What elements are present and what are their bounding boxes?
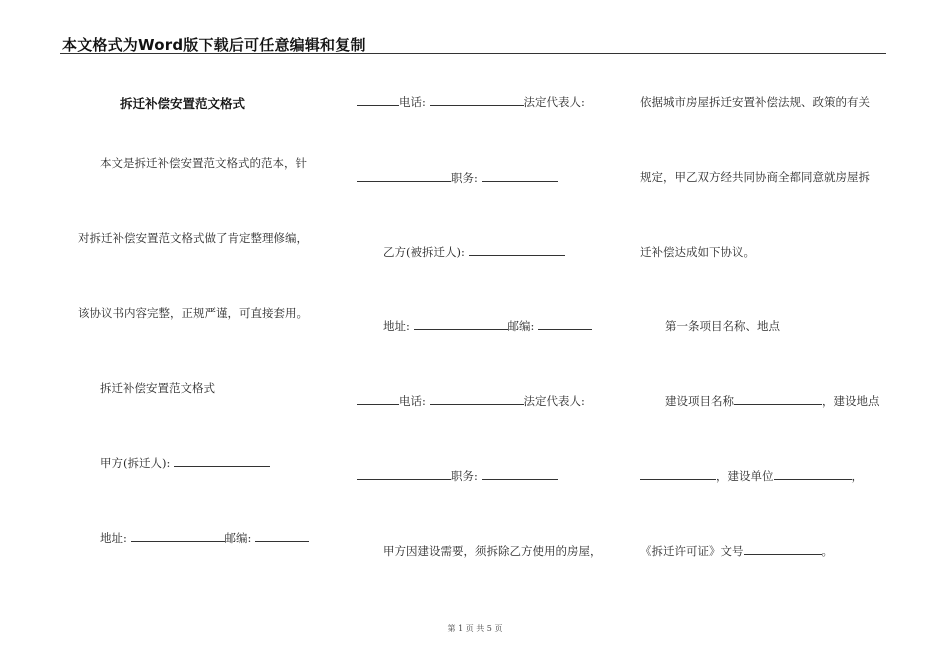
page-footer: 第 1 页 共 5 页: [447, 624, 503, 633]
document-title: 拆迁补偿安置范文格式: [120, 96, 246, 111]
document-header-title: 本文格式为Word版下载后可任意编辑和复制: [62, 36, 366, 54]
agreement-line-3: 迁补偿达成如下协议。: [640, 245, 755, 259]
permit-blank[interactable]: [744, 544, 822, 555]
party-b-job-line: [357, 468, 558, 484]
project-name-line: [665, 393, 880, 409]
article-one-heading: 第一条项目名称、地点: [665, 319, 780, 333]
phone-prefix-blank[interactable]: [357, 394, 399, 405]
rep-name-blank[interactable]: [357, 171, 451, 182]
party-b-blank[interactable]: [469, 245, 565, 256]
party-a-job-line: [357, 170, 558, 186]
party-a-phone-line: [357, 94, 585, 110]
postcode-blank[interactable]: [255, 531, 309, 542]
site-blank[interactable]: [640, 469, 716, 480]
party-b-phone-line: [357, 393, 585, 409]
phone-blank[interactable]: [430, 95, 524, 106]
header-divider: [60, 53, 886, 54]
postcode-blank[interactable]: [538, 319, 592, 330]
site-label: ，建设地点: [822, 394, 880, 408]
comma-text: ，: [851, 469, 863, 483]
demolition-reason-line: 甲方因建设需要，须拆除乙方使用的房屋，: [383, 544, 602, 558]
address-label: 地址:: [383, 319, 410, 333]
permit-line: [640, 543, 833, 559]
permit-label: 《拆迁许可证》文号: [640, 544, 744, 558]
address-blank[interactable]: [131, 531, 225, 542]
party-b-address-line: [383, 318, 592, 334]
address-label: 地址:: [100, 531, 127, 545]
project-name-blank[interactable]: [734, 394, 822, 405]
project-name-label: 建设项目名称: [665, 394, 734, 408]
intro-line-1: 本文是拆迁补偿安置范文格式的范本，针: [100, 156, 307, 170]
party-a-label: 甲方(拆迁人):: [100, 456, 171, 470]
agreement-line-1: 依据城市房屋拆迁安置补偿法规、政策的有关: [640, 95, 870, 109]
party-b-label: 乙方(被拆迁人):: [383, 245, 465, 259]
legal-rep-label: 法定代表人:: [523, 95, 585, 109]
legal-rep-label: 法定代表人:: [523, 394, 585, 408]
unit-blank[interactable]: [774, 469, 852, 480]
phone-label: 电话:: [399, 95, 426, 109]
section-heading: 拆迁补偿安置范文格式: [100, 381, 215, 395]
address-blank[interactable]: [414, 319, 508, 330]
job-blank[interactable]: [482, 171, 558, 182]
phone-label: 电话:: [399, 394, 426, 408]
postcode-label: 邮编:: [224, 531, 252, 545]
job-blank[interactable]: [482, 469, 558, 480]
party-a-address-line: [100, 530, 309, 546]
party-a-line: [100, 455, 270, 471]
job-label: 职务:: [451, 469, 478, 483]
unit-label: ，建设单位: [716, 469, 774, 483]
job-label: 职务:: [451, 171, 478, 185]
agreement-line-2: 规定，甲乙双方经共同协商全都同意就房屋拆: [640, 170, 870, 184]
construction-unit-line: [640, 468, 863, 484]
phone-blank[interactable]: [430, 394, 524, 405]
phone-prefix-blank[interactable]: [357, 95, 399, 106]
intro-line-3: 该协议书内容完整，正规严谨，可直接套用。: [78, 306, 308, 320]
intro-line-2: 对拆迁补偿安置范文格式做了肯定整理修编，: [78, 231, 308, 245]
party-b-line: [383, 244, 565, 260]
postcode-label: 邮编:: [507, 319, 535, 333]
party-a-blank[interactable]: [174, 456, 270, 467]
rep-name-blank[interactable]: [357, 469, 451, 480]
period-text: 。: [821, 544, 833, 558]
